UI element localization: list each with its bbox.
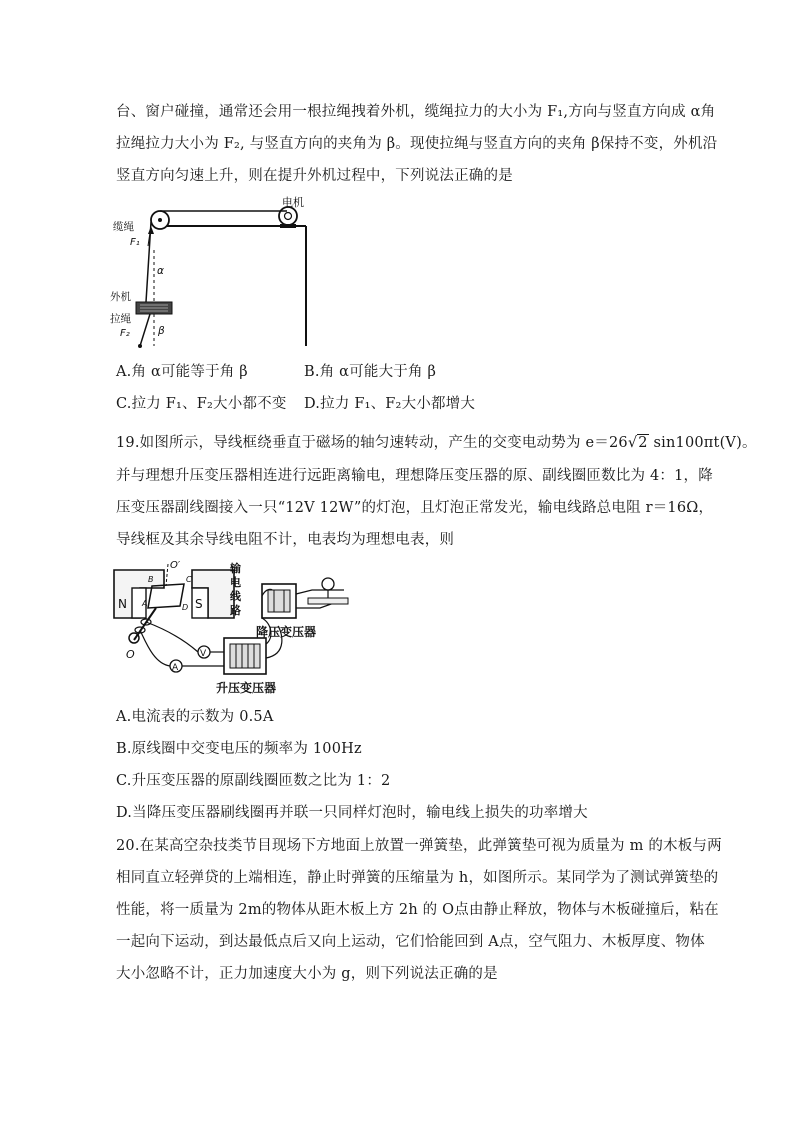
q19-stem-line-2: 并与理想升压变压器相连进行远距离输电，理想降压变压器的原、副线圈匝数比为 4：1，降 — [116, 468, 713, 484]
rope-label: 拉绳 — [110, 313, 131, 325]
lamp-wire-top — [296, 590, 344, 594]
voltmeter-label: V — [200, 649, 207, 659]
q19-stem-line-1 — [116, 433, 757, 453]
q18-stem-line-2: 拉绳拉力大小为 F₂, 与竖直方向的夹角为 β。现使拉绳与竖直方向的夹角 β保持不变，外机沿 — [116, 136, 718, 152]
step-down-label: 降压变压器 — [256, 625, 317, 639]
q18-option-b: B.角 α可能大于角 β — [304, 364, 437, 380]
q19-option-c: C.升压变压器的原副线圈匝数之比为 1：2 — [116, 773, 391, 789]
q19-stem-prefix: 19.如图所示，导线框绕垂直于磁场的轴匀速转动，产生的交变电动势为 e＝26 — [116, 435, 628, 451]
step-up-core — [230, 644, 260, 668]
lamp-bulb-icon — [322, 578, 334, 590]
magnet-s-label: S — [195, 597, 203, 611]
line-label-3: 线 — [230, 590, 241, 603]
q18-option-c: C.拉力 F₁、F₂大小都不变 — [116, 396, 287, 412]
q20-stem-line-1: 20.在某高空杂技类节目现场下方地面上放置一弹簧垫，此弹簧垫可视为质量为 m 的木板与两 — [116, 838, 722, 854]
q20-stem-line-4: 一起向下运动，到达最低点后又向上运动，它们恰能回到 A点，空气阻力、木板厚度、物体 — [116, 934, 705, 950]
step-down-core — [268, 590, 290, 612]
q20-stem-line-5: 大小忽略不计，正力加速度大小为 g，则下列说法正确的是 — [116, 966, 498, 982]
q18-stem-line-1: 台、窗户碰撞，通常还会用一根拉绳拽着外机，缆绳拉力的大小为 F₁,方向与竖直方向成 α角 — [116, 104, 716, 120]
point-b-label: B — [148, 575, 154, 584]
magnet-n-label: N — [118, 597, 127, 611]
q19-stem-line-3: 压变压器副线圈接入一只“12V 12W”的灯泡，且灯泡正常发光，输电线路总电阻 r＝16Ω， — [116, 500, 714, 516]
q20-stem-line-2: 相同直立轻弹贷的上端相连，静止时弹簧的压缩量为 h，如图所示。某同学为了测试弹簧垫的 — [116, 870, 719, 886]
step-up-label: 升压变压器 — [216, 681, 277, 695]
motor-icon — [279, 207, 297, 225]
q20-stem-line-3: 性能，将一质量为 2m的物体从距木板上方 2h 的 O点由静止释放，物体与木板碰撞后，粘在 — [116, 902, 719, 918]
q18-option-d: D.拉力 F₁、F₂大小都增大 — [304, 396, 476, 412]
cable-label: 缆绳 — [113, 221, 134, 233]
point-d-label: D — [182, 603, 189, 612]
line-label-2: 电 — [230, 576, 241, 589]
line-label-4: 路 — [230, 604, 241, 617]
f1-label: F₁ — [130, 237, 140, 248]
point-a-label: A — [142, 599, 148, 608]
q19-option-b: B.原线圈中交变电压的频率为 100Hz — [116, 741, 362, 757]
rope-end — [138, 344, 142, 348]
sqrt-radicand: 2 — [638, 435, 648, 451]
wire-to-voltmeter — [146, 622, 198, 652]
rotation-axis — [166, 564, 168, 586]
q18-stem-line-3: 竖直方向匀速上升，则在提升外机过程中，下列说法正确的是 — [116, 168, 513, 184]
q19-stem-suffix: sin100πt(V)。 — [653, 435, 757, 451]
line-label-1: 输 — [230, 562, 241, 575]
pulley-axle — [158, 218, 162, 222]
sqrt-expression: √2 — [627, 435, 648, 451]
rope-line — [140, 314, 150, 346]
q19-stem-line-4: 导线框及其余导线电阻不计，电表均为理想电表，则 — [116, 532, 455, 548]
q19-figure — [112, 558, 356, 698]
unit-label: 外机 — [110, 291, 131, 303]
alpha-label: α — [157, 265, 164, 277]
lamp-base — [308, 598, 348, 604]
axis-label: O′ — [170, 560, 181, 571]
motor-core — [285, 213, 292, 220]
generator-handle-icon — [129, 633, 139, 643]
f1-arrowhead — [148, 226, 154, 234]
origin-label: O — [126, 648, 135, 661]
q18-figure — [110, 196, 320, 352]
q18-option-a: A.角 α可能等于角 β — [116, 364, 248, 380]
motor-label: 电机 — [282, 196, 304, 209]
motor-base — [280, 224, 296, 228]
ammeter-label: A — [172, 663, 179, 673]
f2-label: F₂ — [120, 328, 130, 339]
beta-label: β — [158, 325, 165, 337]
q19-option-a: A.电流表的示数为 0.5A — [116, 709, 274, 725]
wire-to-ammeter — [140, 630, 170, 666]
q19-option-d: D.当降压变压器刷线圈再并联一只同样灯泡时，输电线上损失的功率增大 — [116, 805, 588, 821]
point-c-label: C — [186, 575, 192, 584]
